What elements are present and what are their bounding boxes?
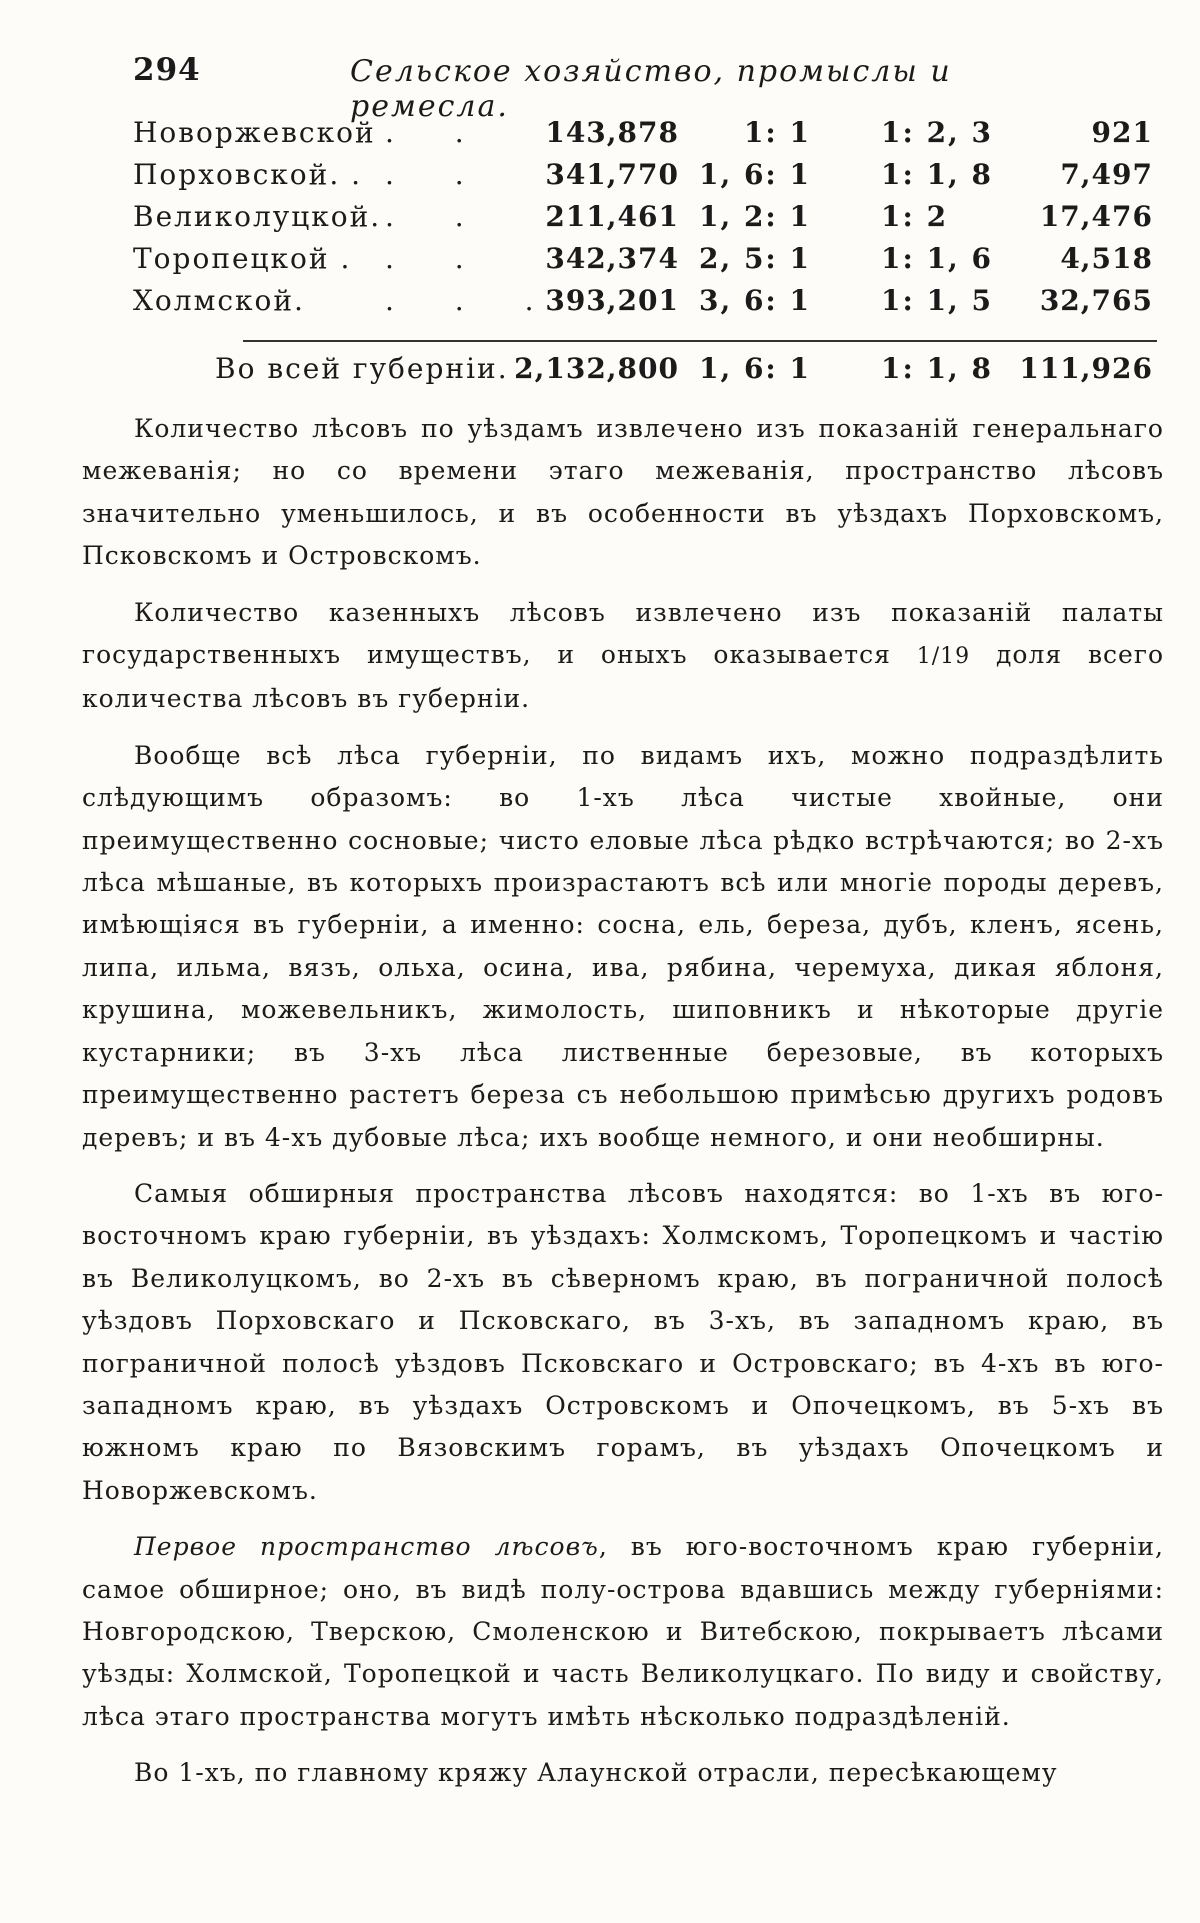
forest-area: 143,878 — [545, 116, 679, 149]
leader-dots: . . — [385, 116, 490, 149]
total-count: 111,926 — [1019, 352, 1153, 385]
paragraph: Во 1-хъ, по главному кряжу Алаунской отрасли, пересѣкающему — [134, 1758, 1058, 1788]
forest-area: 342,374 — [545, 242, 679, 275]
paragraph-text: , въ юго-восточномъ краю губернiи, самое обширное; оно, въ видѣ полу-острова вдавшись между губернiями: Новгородскою, Тверскою, Смоленскою и Витебскою, покрываетъ лѣсами уѣзды: Холмской, Торопецкой и часть Великолуцкаго. По виду и свойству, лѣса этаго пространства могутъ имѣть нѣсколько подраздѣленiй. — [82, 1532, 1165, 1731]
total-ratio-b: 1: 1, 8 — [881, 352, 994, 385]
table-row — [133, 284, 1153, 326]
ratio-b: 1: 1, 6 — [881, 242, 994, 275]
table-total-row — [133, 352, 1153, 394]
forest-statistics-table — [133, 116, 1153, 385]
page-header — [133, 52, 1003, 124]
body-text — [82, 408, 1164, 1809]
leader-dots: . . — [385, 200, 490, 233]
leader-dots: . . — [385, 242, 490, 275]
ratio-a: 1, 6: 1 — [698, 158, 811, 191]
ratio-a: 2, 5: 1 — [698, 242, 811, 275]
running-title: Сельское хозяйство, промыслы и ремесла. — [350, 54, 952, 124]
ratio-b: 1: 2 — [881, 200, 949, 233]
table-row — [133, 200, 1153, 242]
paragraph — [82, 1526, 1164, 1738]
district-name: Новоржевской — [133, 116, 376, 149]
count-value: 4,518 — [1060, 242, 1153, 275]
forest-area: 393,201 — [545, 284, 679, 317]
ratio-b: 1: 1, 5 — [881, 284, 994, 317]
count-value: 921 — [1091, 116, 1153, 149]
ratio-a: 3, 6: 1 — [698, 284, 811, 317]
count-value: 32,765 — [1039, 284, 1153, 317]
paragraph — [82, 592, 1164, 721]
district-name: Торопецкой . — [133, 242, 352, 275]
total-area: 2,132,800 — [514, 352, 679, 385]
table-row — [133, 116, 1153, 158]
paragraph: Вообще всѣ лѣса губернiи, по видамъ ихъ, можно подраздѣлить слѣдующимъ образомъ: во 1-хъ лѣса чистые хвойные, они преимущественно сосновые; чисто еловые лѣса рѣдко встрѣчаются; во 2-хъ лѣса мѣшаные, въ которыхъ произрастаютъ всѣ или многiе породы деревъ, имѣющiяся въ губернiи, а именно: сосна, ель, береза, дубъ, кленъ, ясень, липа, ильма, вязъ, ольха, осина, ива, рябина, черемуха, дикая яблоня, крушина, можевельникъ, жимолость, шиповникъ и нѣкоторые другiе кустарники; въ 3-хъ лѣса лиственные березовые, въ которыхъ преимущественно растетъ береза съ небольшою примѣсью другихъ родовъ деревъ; и въ 4-хъ дубовые лѣса; ихъ вообще немного, и они необширны. — [82, 740, 1164, 1152]
table-row — [133, 158, 1153, 200]
forest-area: 211,461 — [545, 200, 679, 233]
page-number: 294 — [133, 52, 201, 88]
paragraph: Самыя обширныя пространства лѣсовъ находятся: во 1-хъ въ юго-восточномъ краю губернiи, въ уѣздахъ: Холмскомъ, Торопецкомъ и частiю въ Великолуцкомъ, во 2-хъ въ сѣверномъ краю, въ пограничной полосѣ уѣздовъ Порховскаго и Псковскаго, въ 3-хъ, въ западномъ краю, въ пограничной полосѣ уѣздовъ Псковскаго и Островскаго; въ 4-хъ въ юго-западномъ краю, въ уѣздахъ Островскомъ и Опочецкомъ, въ 5-хъ въ южномъ краю по Вязовскимъ горамъ, въ уѣздахъ Опочецкомъ и Новоржевскомъ. — [82, 1178, 1164, 1505]
ratio-b: 1: 2, 3 — [881, 116, 994, 149]
paragraph: Количество лѣсовъ по уѣздамъ извлечено изъ показанiй генеральнаго межеванiя; но со времени этаго межеванiя, пространство лѣсовъ значительно уменьшилось, и въ особенности въ уѣздахъ Порховскомъ, Псковскомъ и Островскомъ. — [82, 414, 1164, 571]
forest-area: 341,770 — [545, 158, 679, 191]
table-row — [133, 242, 1153, 284]
district-name: Великолуцкой. — [133, 200, 382, 233]
count-value: 7,497 — [1060, 158, 1153, 191]
total-ratio-a: 1, 6: 1 — [698, 352, 811, 385]
ratio-a: 1, 2: 1 — [698, 200, 811, 233]
leader-dots: . . — [385, 158, 490, 191]
ratio-a: 1: 1 — [743, 116, 811, 149]
paragraph-text: доля всего количества лѣсовъ въ губернiи. — [82, 640, 1165, 714]
fraction: 1/19 — [916, 644, 971, 670]
paragraph-text: Количество казенныхъ лѣсовъ извлечено изъ показанiй палаты государственныхъ имуществъ, и оныхъ оказывается — [82, 597, 1164, 670]
ratio-b: 1: 1, 8 — [881, 158, 994, 191]
total-label: Во всей губернiи. — [215, 352, 509, 385]
total-divider — [243, 340, 1157, 342]
italic-phrase: Первое пространство лѣсовъ — [134, 1532, 599, 1562]
district-name: Порховской. . — [133, 158, 363, 191]
district-name: Холмской. — [133, 284, 305, 317]
count-value: 17,476 — [1039, 200, 1153, 233]
leader-dots: . . . — [385, 284, 560, 317]
